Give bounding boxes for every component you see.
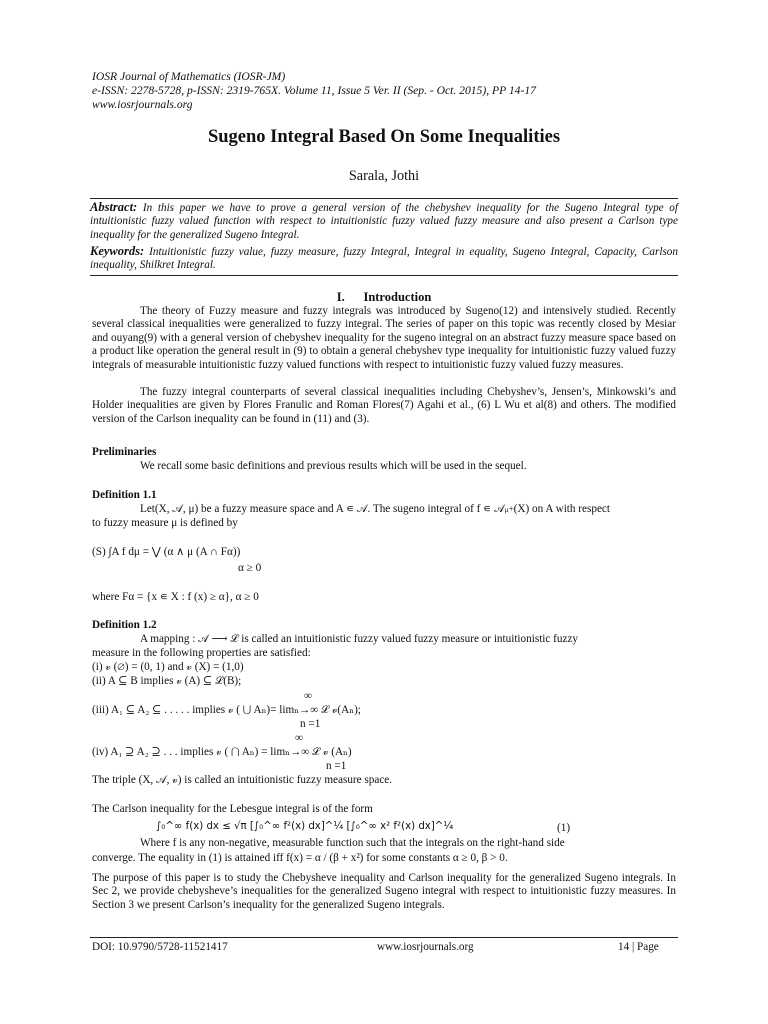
- property-iv: (iv) A₁ ⊇ A₂ ⊇ . . . implies 𝓋 ( ⋂ Aₙ) = limₙ→∞ ℒ 𝓋 (Aₙ): [92, 746, 352, 758]
- definition-1-1-line1: [92, 503, 676, 516]
- property-ii: (ii) A ⊆ B implies 𝓋 (A) ⊆ ℒ(B);: [92, 675, 242, 687]
- abstract-label: Abstract:: [90, 200, 138, 214]
- preliminaries-heading: Preliminaries: [92, 446, 157, 458]
- purpose-paragraph: The purpose of this paper is to study the Chebysheve inequality and Carlson inequality for the generalized Sugeno integrals. In Sec 2, we provide chebysheve’s inequalities for the generalized Sugeno integral with respect to intuitionistic fuzzy measures. In Section 3 we present Carlson’s inequality for the generalized Sugeno integrals.: [92, 872, 676, 911]
- section-number: I.: [336, 290, 345, 304]
- journal-name: IOSR Journal of Mathematics (IOSR-JM): [92, 70, 286, 83]
- sugeno-integral-condition: α ≥ 0: [238, 562, 262, 574]
- keywords-text: Intuitionistic fuzzy value, fuzzy measure, fuzzy Integral, Integral in equality, Sugeno Integral, Capacity, Carlson inequality, Shilkret Integral.: [90, 246, 678, 272]
- abstract-top-rule: [90, 198, 678, 199]
- property-iii: (iii) A₁ ⊆ A₂ ⊆ . . . . . implies 𝓋 ( ⋃ Aₙ)= limₙ→∞ ℒ 𝓋(Aₙ);: [92, 704, 361, 716]
- definition-1-1-sub: +: [508, 504, 514, 514]
- definition-1-1-line2: to fuzzy measure μ is defined by: [92, 517, 238, 529]
- paper-title: Sugeno Integral Based On Some Inequalities: [207, 127, 561, 147]
- footer-page-number: 14 | Page: [618, 941, 659, 953]
- measure-space-triple: The triple (X, 𝒜, 𝓋) is called an intuitionistic fuzzy measure space.: [92, 774, 393, 786]
- abstract-text: In this paper we have to prove a general version of the chebyshev inequality for the Sugeno Integral type of intuitionistic fuzzy valued function with respect to intuitionistic fuzzy valued fuzzy measure and also present a Carlson type inequality for the generalized Sugeno Integral.: [90, 202, 678, 241]
- preliminaries-text: We recall some basic definitions and previous results which will be used in the sequel.: [140, 460, 527, 472]
- property-i: (i) 𝓋 (∅) = (0, 1) and 𝓋 (X) = (1,0): [92, 661, 244, 673]
- definition-1-2-heading: Definition 1.2: [92, 619, 157, 631]
- intro-paragraph-1: The theory of Fuzzy measure and fuzzy integrals was introduced by Sugeno(12) and intensively studied. Recently several classical inequalities were generalized to fuzzy integral. The series of paper on this topic was recently closed by Mesiar and ouyang(9) with a general version of chebyshev inequality for the sugeno integral on an abstract fuzzy measure space based on a product like operation the general result in (9) to obtain a general chebyshev type inequality for intuitionistic fuzzy valued fuzzy integrals of measurable intuitionistic fuzzy valued functions with respect to intuitionistic fuzzy valued fuzzy measures.: [92, 305, 676, 371]
- section-title: Introduction: [363, 290, 432, 304]
- property-iii-lower: n =1: [300, 718, 321, 730]
- section-heading: [0, 291, 768, 304]
- journal-issn: e-ISSN: 2278-5728, p-ISSN: 2319-765X. Volume 11, Issue 5 Ver. II (Sep. - Oct. 2015), PP 14-17: [92, 84, 536, 97]
- footer-doi: DOI: 10.9790/5728-11521417: [92, 941, 228, 953]
- definition-1-1-sup: μ: [504, 505, 509, 514]
- definition-1-2-intro2: measure in the following properties are satisfied:: [92, 647, 311, 659]
- definition-1-1-text: Let(X, 𝒜, μ) be a fuzzy measure space and A ∊ 𝒜. The sugeno integral of f ∊ 𝒜: [140, 503, 505, 515]
- journal-website: www.iosrjournals.org: [92, 98, 193, 111]
- property-iv-upper: ∞: [295, 732, 303, 744]
- abstract-bottom-rule: [90, 275, 678, 276]
- paper-authors: Sarala, Jothi: [348, 168, 420, 184]
- definition-1-2-intro: A mapping : 𝒜 ⟶ ℒ is called an intuitionistic fuzzy valued fuzzy measure or intuitionistic fuzzy: [140, 633, 579, 645]
- property-iii-upper: ∞: [304, 690, 312, 702]
- carlson-condition-1: Where f is any non-negative, measurable function such that the integrals on the right-hand side: [140, 837, 565, 849]
- equation-number: (1): [557, 822, 571, 834]
- footer-website[interactable]: www.iosrjournals.org: [377, 941, 474, 953]
- carlson-formula: ∫₀^∞ f(x) dx ≤ √π [∫₀^∞ f²(x) dx]^¼ [∫₀^∞ x² f²(x) dx]^¼: [156, 821, 454, 832]
- keywords: [90, 245, 678, 273]
- keywords-label: Keywords:: [90, 244, 145, 258]
- abstract: [90, 201, 678, 242]
- intro-paragraph-2: The fuzzy integral counterparts of several classical inequalities including Chebyshev’s, Jensen’s, Minkowski’s and Holder inequalities are given by Flores Franulic and Roman Flores(7) Agahi et al., (6) L Wu et al(8) and others. The modified version of the Carlson inequality can be found in (11) and (3).: [92, 386, 676, 425]
- property-iv-lower: n =1: [326, 760, 347, 772]
- definition-1-1-text-end: (X) on A with respect: [513, 503, 610, 515]
- level-set-definition: where Fα = {x ∊ X : f (x) ≥ α}, α ≥ 0: [92, 591, 259, 603]
- carlson-condition-2: converge. The equality in (1) is attained iff f(x) = α / (β + x²) for some constants α ≥ 0, β > 0.: [92, 852, 508, 864]
- carlson-intro: The Carlson inequality for the Lebesgue integral is of the form: [92, 803, 373, 815]
- sugeno-integral-formula: (S) ∫A f dμ = ⋁ (α ∧ μ (A ∩ Fα)): [92, 546, 241, 558]
- definition-1-1-heading: Definition 1.1: [92, 489, 157, 501]
- footer-rule: [90, 937, 678, 938]
